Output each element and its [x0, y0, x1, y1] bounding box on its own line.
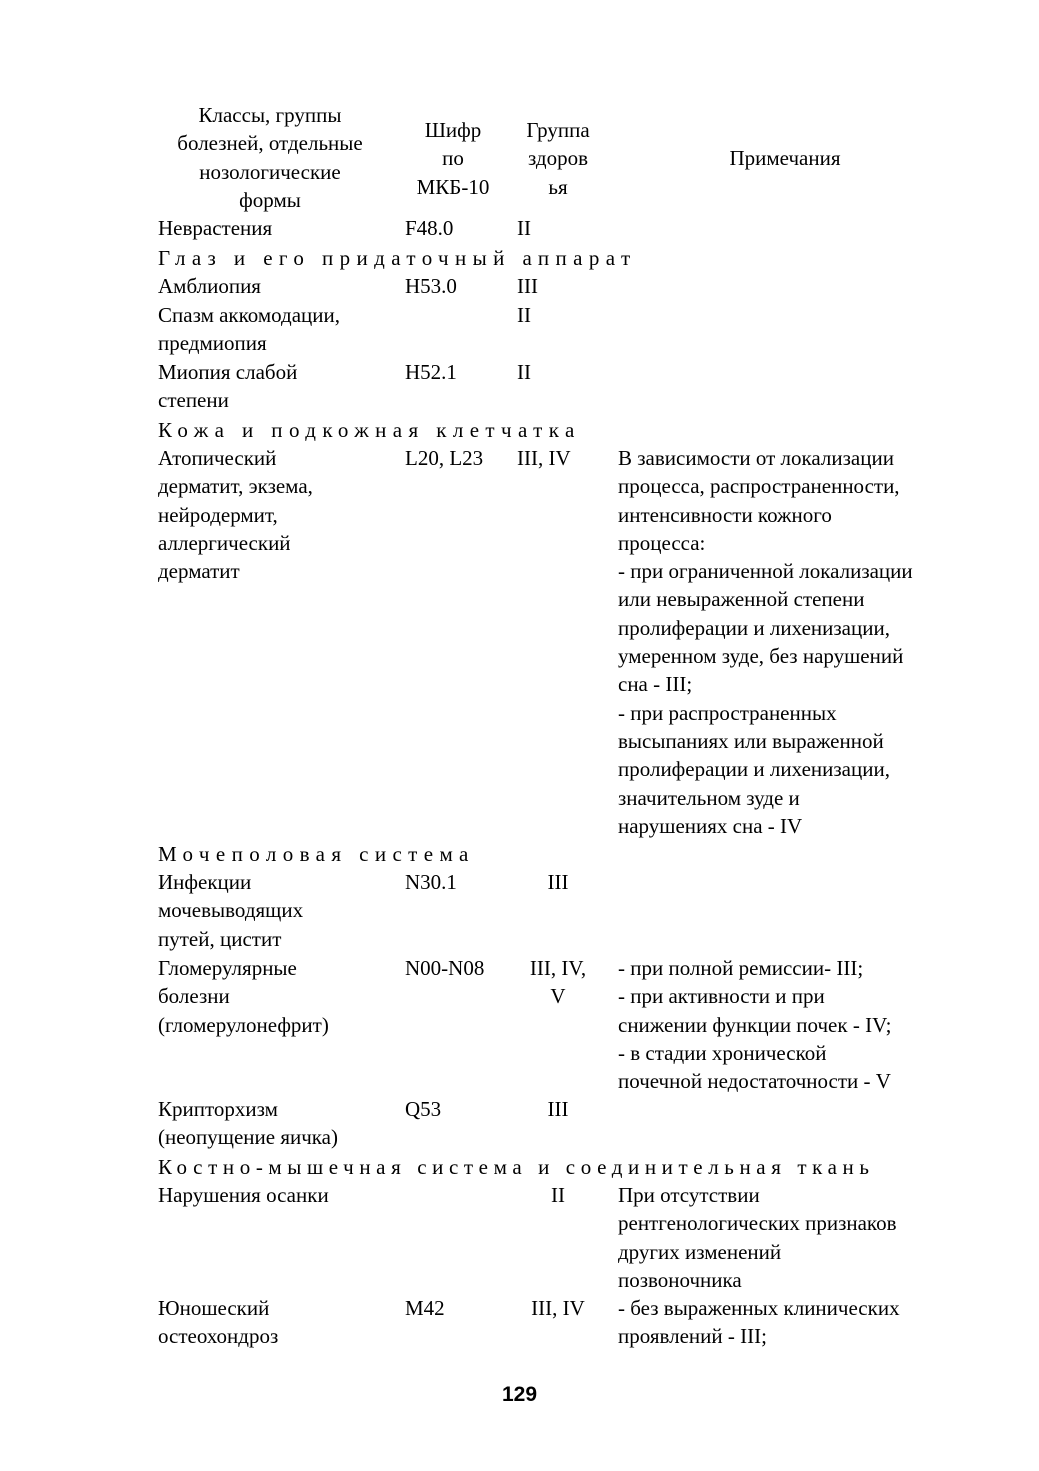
row-group: III: [547, 1097, 569, 1121]
row-code: H52.1: [405, 360, 457, 384]
row-group: II: [517, 303, 531, 327]
row-group: II: [517, 216, 531, 240]
row-group: III, IV, V: [529, 956, 587, 1009]
row-code: N00-N08: [405, 956, 485, 980]
row-code: N30.1: [405, 870, 457, 894]
row-group: III, IV: [531, 1296, 585, 1320]
section-title: Кожа и подкожная клетчатка: [158, 418, 581, 442]
row-notes: - при полной ремиссии- III; - при активности и при снижении функции почек - IV; - в стадии хронической почечной недостаточности - V: [618, 956, 892, 1094]
row-name: Гломерулярные болезни (гломерулонефрит): [158, 956, 329, 1037]
section-title: Костно-мышечная система и соединительная ткань: [158, 1155, 875, 1179]
row-name: Юношеский остеохондроз: [158, 1296, 279, 1349]
row-notes: При отсутствии рентгенологических признаков других изменений позвоночника: [618, 1183, 897, 1292]
row-code: F48.0: [405, 216, 454, 240]
row-name: Амблиопия: [158, 274, 261, 298]
header-classes: Классы, группы болезней, отдельные нозологические формы: [177, 103, 363, 212]
row-notes: В зависимости от локализации процесса, распространенности, интенсивности кожного процесса: - при ограниченной локализации или невыраженной степени пролиферации и лихенизации, умеренном зуде, без нарушений сна - III; - при распространенных высыпаниях или выраженной пролиферации и лихенизации, значительном зуде и нарушениях сна - IV: [618, 446, 913, 838]
row-code: Q53: [405, 1097, 442, 1121]
section-title: Глаз и его придаточный аппарат: [158, 246, 637, 270]
row-notes: - без выраженных клинических проявлений - III;: [618, 1296, 900, 1349]
row-name: Атопический дерматит, экзема, нейродермит, аллергический дерматит: [158, 446, 313, 584]
row-group: II: [517, 360, 531, 384]
row-group: II: [551, 1183, 565, 1207]
row-code: H53.0: [405, 274, 457, 298]
header-notes: Примечания: [729, 146, 841, 170]
row-name: Спазм аккомодации, предмиопия: [158, 303, 341, 356]
row-code: M42: [405, 1296, 445, 1320]
row-group: III: [547, 870, 569, 894]
row-group: III: [517, 274, 538, 298]
header-code: Шифр по МКБ-10: [416, 118, 490, 199]
header-health-group: Группа здоров ья: [526, 118, 590, 199]
row-name: Инфекции мочевыводящих путей, цистит: [158, 870, 304, 951]
row-code: L20, L23: [405, 446, 484, 470]
row-name: Миопия слабой степени: [158, 360, 298, 413]
page-number: 129: [501, 1383, 538, 1406]
row-group: III, IV: [517, 446, 571, 470]
row-name: Крипторхизм (неопущение яичка): [158, 1097, 338, 1150]
row-name: Неврастения: [158, 216, 273, 240]
row-name: Нарушения осанки: [158, 1183, 329, 1207]
section-title: Мочеполовая система: [158, 842, 475, 866]
